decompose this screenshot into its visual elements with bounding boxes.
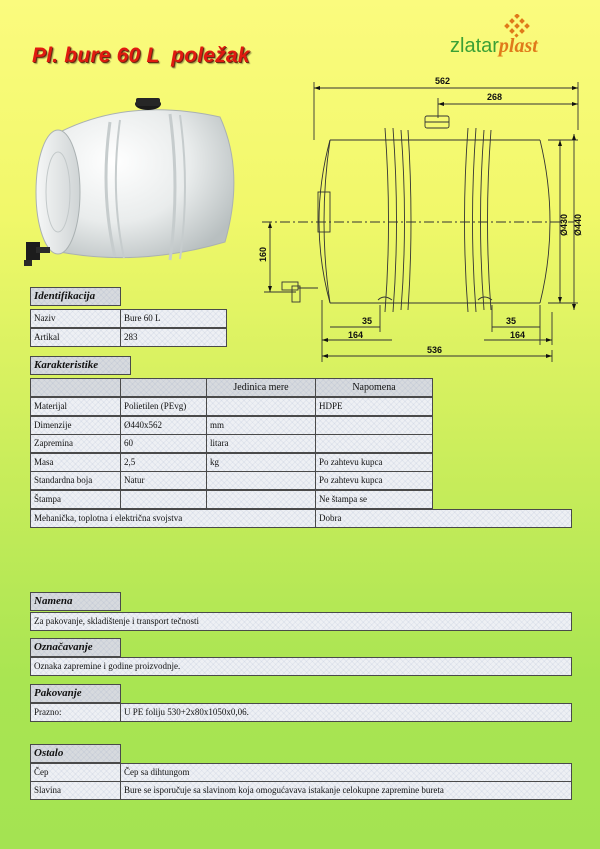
dim-164-left: 164 xyxy=(348,330,364,340)
char-row-note: Po zahtevu kupca xyxy=(315,471,433,490)
dim-536: 536 xyxy=(427,345,443,355)
ostalo-row-value: Čep sa dihtungom xyxy=(120,763,572,782)
char-row-note xyxy=(315,434,433,453)
char-row-unit xyxy=(206,397,316,416)
col-header-unit: Jedinica mere xyxy=(206,378,316,397)
company-logo xyxy=(446,14,576,64)
char-row-unit: litara xyxy=(206,434,316,453)
karakteristike-heading: Karakteristike xyxy=(30,356,131,375)
ostalo-heading: Ostalo xyxy=(30,744,121,763)
col-header-note: Napomena xyxy=(315,378,433,397)
char-row-value: Polietilen (PEvg) xyxy=(120,397,207,416)
char-header-empty2 xyxy=(120,378,207,397)
properties-label: Mehanička, toplotna i električna svojstva xyxy=(30,509,316,528)
oznacavanje-heading: Označavanje xyxy=(30,638,121,657)
dim-562: 562 xyxy=(435,76,451,86)
char-row-value: 60 xyxy=(120,434,207,453)
char-row-value: Natur xyxy=(120,471,207,490)
char-row-note: Po zahtevu kupca xyxy=(315,453,433,472)
char-row-unit xyxy=(206,471,316,490)
char-row-label: Štampa xyxy=(30,490,121,509)
barrel-photo xyxy=(20,92,250,272)
char-row-value: 2,5 xyxy=(120,453,207,472)
artikal-value: 283 xyxy=(120,328,227,347)
char-row-label: Dimenzije xyxy=(30,416,121,435)
pakovanje-heading: Pakovanje xyxy=(30,684,121,703)
pakovanje-value: U PE foliju 530+2x80x1050x0,06. xyxy=(120,703,572,722)
char-row-note xyxy=(315,416,433,435)
namena-text: Za pakovanje, skladištenje i transport tečnosti xyxy=(30,612,572,631)
dim-35-left: 35 xyxy=(362,316,373,326)
char-row-unit: kg xyxy=(206,453,316,472)
dim-440: Ø440 xyxy=(573,213,583,236)
char-row-label: Masa xyxy=(30,453,121,472)
char-row-label: Materijal xyxy=(30,397,121,416)
naziv-value: Bure 60 L xyxy=(120,309,227,328)
artikal-label: Artikal xyxy=(30,328,121,347)
dim-160: 160 xyxy=(258,246,268,262)
dim-164-right: 164 xyxy=(510,330,526,340)
properties-value: Dobra xyxy=(315,509,572,528)
char-row-unit xyxy=(206,490,316,509)
ostalo-row-label: Slavina xyxy=(30,781,121,800)
naziv-label: Naziv xyxy=(30,309,121,328)
oznacavanje-text: Oznaka zapremine i godine proizvodnje. xyxy=(30,657,572,676)
logo-text-zlatar: zlatar xyxy=(450,35,499,57)
dim-35-right: 35 xyxy=(506,316,517,326)
char-row-label: Zapremina xyxy=(30,434,121,453)
dim-268: 268 xyxy=(487,92,503,102)
ostalo-row-value: Bure se isporučuje sa slavinom koja omogućavava istakanje celokupne zapremine bureta xyxy=(120,781,572,800)
char-row-unit: mm xyxy=(206,416,316,435)
page-title: Pl. bure 60 L poležak xyxy=(32,44,250,67)
char-row-note: HDPE xyxy=(315,397,433,416)
char-row-value: Ø440x562 xyxy=(120,416,207,435)
char-row-note: Ne štampa se xyxy=(315,490,433,509)
logo-wordmark xyxy=(450,36,538,56)
identifikacija-heading: Identifikacija xyxy=(30,287,121,306)
logo-text-plast: plast xyxy=(498,35,538,57)
namena-heading: Namena xyxy=(30,592,121,611)
technical-drawing xyxy=(244,70,584,370)
char-header-empty1 xyxy=(30,378,121,397)
char-row-value xyxy=(120,490,207,509)
char-row-label: Standardna boja xyxy=(30,471,121,490)
ostalo-row-label: Čep xyxy=(30,763,121,782)
dim-430: Ø430 xyxy=(559,213,569,236)
pakovanje-label: Prazno: xyxy=(30,703,121,722)
